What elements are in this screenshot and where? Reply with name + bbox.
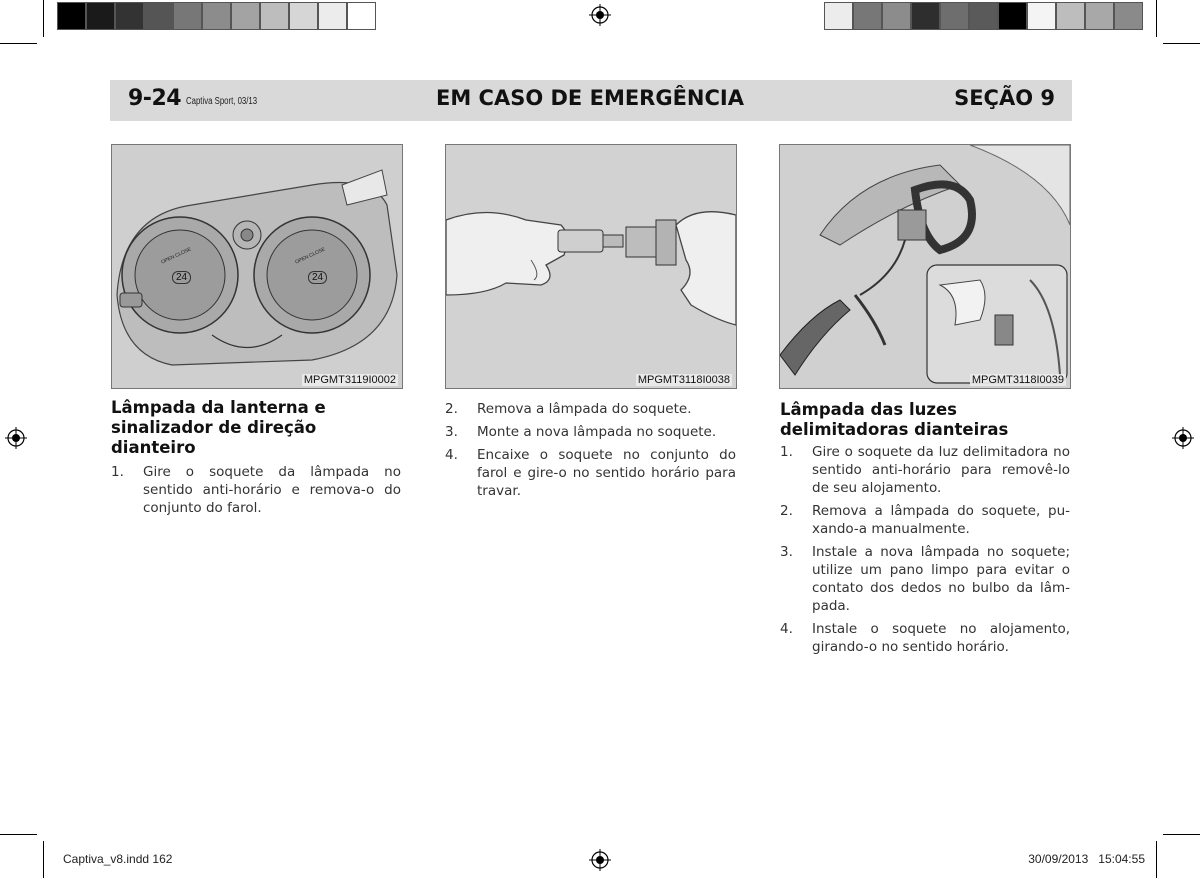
crop-mark <box>1156 841 1157 878</box>
registration-mark-icon <box>5 427 27 449</box>
crop-mark <box>43 0 44 37</box>
color-swatch <box>289 2 318 30</box>
step-number: 4. <box>780 621 793 637</box>
color-swatch <box>57 2 86 30</box>
crop-mark <box>1156 0 1157 37</box>
step-item <box>780 543 1070 615</box>
step-item <box>780 620 1070 656</box>
color-swatch <box>173 2 202 30</box>
color-swatch <box>202 2 231 30</box>
color-swatch <box>1056 2 1085 30</box>
section-label: SEÇÃO 9 <box>954 86 1055 110</box>
step-number: 2. <box>780 503 793 519</box>
color-swatch <box>853 2 882 30</box>
registration-mark-icon <box>1172 427 1194 449</box>
step-text: Remova a lâmpada do soquete, pu-xando-a manualmente. <box>812 503 1070 537</box>
figure-parking-light <box>779 144 1071 389</box>
step-text: Encaixe o soquete no conjunto do farol e gire-o no sentido horário para travar. <box>477 447 736 499</box>
bulb-socket-illustration <box>446 145 736 388</box>
figure-code: MPGMT3119I0002 <box>303 374 396 386</box>
crop-mark <box>1163 834 1200 835</box>
color-swatch <box>882 2 911 30</box>
crop-mark <box>1163 43 1200 44</box>
color-swatch <box>260 2 289 30</box>
registration-mark-icon <box>589 4 611 26</box>
step-item <box>445 400 736 418</box>
step-item <box>445 446 736 500</box>
color-swatch <box>1085 2 1114 30</box>
steps-list <box>780 443 1070 661</box>
crop-mark <box>43 841 44 878</box>
step-number: 3. <box>780 544 793 560</box>
color-swatch <box>231 2 260 30</box>
steps-list <box>111 463 401 522</box>
step-number: 1. <box>780 444 793 460</box>
steps-list <box>445 400 736 505</box>
step-number: 1. <box>111 464 124 480</box>
open-close-label: OPEN CLOSE <box>160 246 193 266</box>
step-item <box>111 463 401 517</box>
section-heading: Lâmpada das luzes delimitadoras dianteiras <box>780 400 1009 439</box>
color-swatch <box>115 2 144 30</box>
figure-bulb-socket <box>445 144 737 389</box>
section-heading: Lâmpada da lanterna e sinalizador de direção dianteiro <box>111 398 326 457</box>
color-swatch <box>969 2 998 30</box>
socket-number-label: 24 <box>172 271 191 284</box>
socket-number-label: 24 <box>308 271 327 284</box>
edition-label: Captiva Sport, 03/13 <box>186 96 258 107</box>
figure-code: MPGMT3118I0038 <box>637 374 730 386</box>
step-number: 2. <box>445 401 458 417</box>
step-text: Remova a lâmpada do soquete. <box>477 401 692 417</box>
open-close-label: OPEN CLOSE <box>294 246 327 266</box>
color-swatch <box>347 2 376 30</box>
footer-file-info: Captiva_v8.indd 162 <box>63 852 173 866</box>
step-item <box>445 423 736 441</box>
step-number: 3. <box>445 424 458 440</box>
step-item <box>780 443 1070 497</box>
color-swatch <box>1027 2 1056 30</box>
step-text: Instale a nova lâmpada no soquete; utilize um pano limpo para evitar o contato dos dedos no bulbo da lâm-pada. <box>812 544 1070 614</box>
color-swatch <box>1114 2 1143 30</box>
step-text: Monte a nova lâmpada no soquete. <box>477 424 717 440</box>
color-swatch <box>940 2 969 30</box>
registration-mark-icon <box>589 849 611 871</box>
crop-mark <box>0 834 37 835</box>
color-swatch <box>824 2 853 30</box>
crop-mark <box>0 43 37 44</box>
color-swatch <box>86 2 115 30</box>
step-item <box>780 502 1070 538</box>
parking-light-illustration <box>780 145 1070 388</box>
step-number: 4. <box>445 447 458 463</box>
color-swatch <box>911 2 940 30</box>
color-swatch <box>144 2 173 30</box>
footer-timestamp: 30/09/2013 15:04:55 <box>1028 852 1145 866</box>
page-number: 9-24 <box>128 86 182 111</box>
color-swatch <box>318 2 347 30</box>
figure-code: MPGMT3118I0039 <box>971 374 1064 386</box>
headlamp-illustration <box>112 145 402 388</box>
figure-headlamp <box>111 144 403 389</box>
chapter-title: EM CASO DE EMERGÊNCIA <box>436 86 744 110</box>
step-text: Gire o soquete da luz delimitadora no sentido anti-horário para removê-lo de seu alojamento. <box>812 444 1070 496</box>
step-text: Instale o soquete no alojamento, girando-o no sentido horário. <box>812 621 1070 655</box>
step-text: Gire o soquete da lâmpada no sentido anti-horário e remova-o do conjunto do farol. <box>143 464 401 516</box>
color-swatch <box>998 2 1027 30</box>
